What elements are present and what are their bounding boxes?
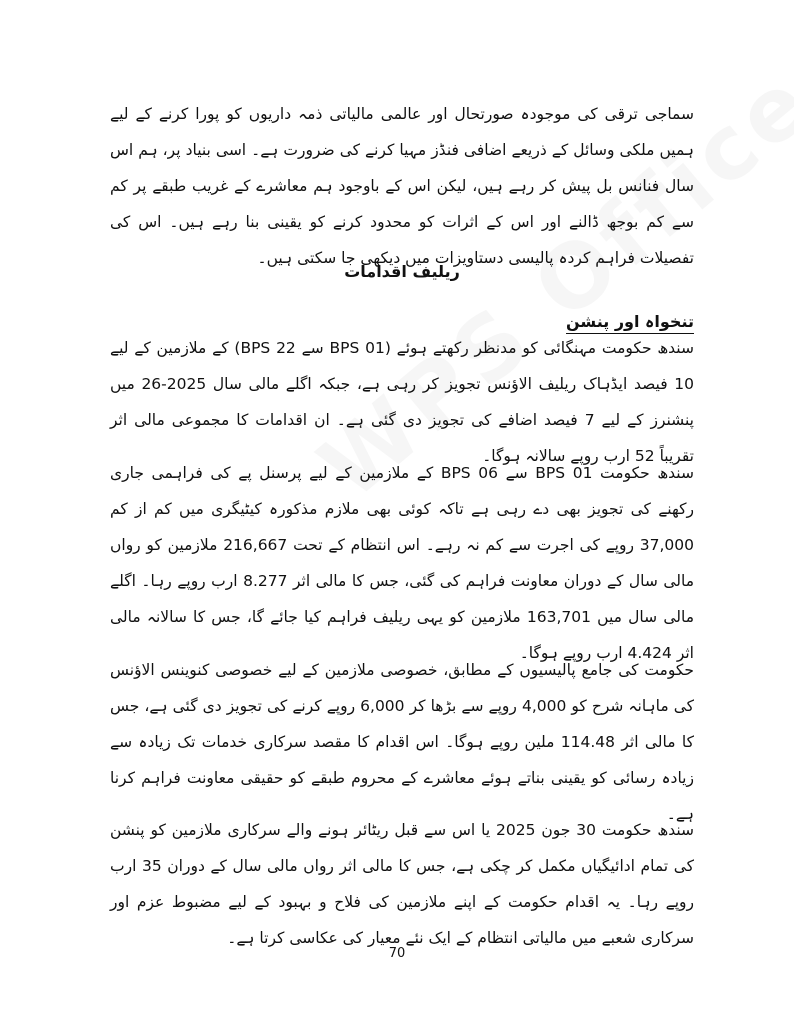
paragraph-special-allowance: حکومت کی جامع پالیسیوں کے مطابق، خصوصی ملازمین کے لیے خصوصی کنوینس الاؤنس کی ماہانہ شرح کو 4,000 روپے سے بڑھا کر 6,000 روپے کرنے کی تجویز دی گئی ہے، جس کا مالی اثر 114.48 ملین روپے ہوگا۔ اس اقدام کا مقصد سرکاری خدمات تک زیادہ سے زیادہ رسائی کو یقینی بناتے ہوئے معاشرے کے محروم طبقے کو حقیقی معاونت فراہم کرنا ہے۔ [110, 661, 695, 823]
paragraph-pension-payments: سندھ حکومت 30 جون 2025 یا اس سے قبل ریٹائر ہونے والے سرکاری ملازمین کو پنشن کی تمام ادائیگیاں مکمل کر چکی ہے، جس کا مالی اثر رواں مالی سال کے دوران 35 ارب روپے رہا۔ یہ اقدام حکومت کے اپنے ملازمین کی فلاح و بہبود کے لیے مضبوط عزم اور سرکاری شعبے میں مالیاتی انتظام کے ایک نئے معیار کی عکاسی کرتا ہے۔ [110, 821, 694, 947]
heading-salary-pension: تنخواہ اور پنشن [566, 312, 694, 331]
paragraph-intro: سماجی ترقی کی موجودہ صورتحال اور عالمی مالیاتی ذمہ داریوں کو پورا کرنے کے لیے ہمیں ملکی وسائل کے ذریعے اضافی فنڈز مہیا کرنے کی ضرورت ہے۔ اسی بنیاد پر، ہم اس سال فنانس بل پیش کر رہے ہیں، لیکن اس کے باوجود ہم معاشرے کے غریب طبقے پر کم سے کم بوجھ ڈالنے اور اس کے اثرات کو محدود کرنے کو یقینی بنا رہے ہیں۔ اس کی تفصیلات فراہم کردہ پالیسی دستاویزات میں دیکھی جا سکتی ہیں۔ [110, 105, 694, 267]
paragraph-salary-relief: سندھ حکومت مہنگائی کو مدنظر رکھتے ہوئے (BPS 01 سے BPS 22) کے ملازمین کے لیے 10 فیصد ایڈہاک ریلیف الاؤنس تجویز کر رہی ہے، جبکہ اگلے مالی سال 2025-26 میں پنشنرز کے لیے 7 فیصد اضافے کی تجویز دی گئی ہے۔ ان اقدامات کا مجموعی مالی اثر تقریباً 52 ارب روپے سالانہ ہوگا۔ [110, 339, 694, 465]
paragraph-personal-pay: سندھ حکومت BPS 01 سے BPS 06 کے ملازمین کے لیے پرسنل پے کی فراہمی جاری رکھنے کی تجویز بھی دے رہی ہے تاکہ کوئی بھی ملازم مذکورہ کیٹیگری میں کم از کم 37,000 روپے کی اجرت سے کم نہ رہے۔ اس انتظام کے تحت 216,667 ملازمین کو رواں مالی سال کے دوران معاونت فراہم کی گئی، جس کا مالی اثر 8.277 ارب روپے رہا۔ اگلے مالی سال میں 163,701 ملازمین کو یہی ریلیف فراہم کیا جائے گا، جس کا سالانہ مالی اثر 4.424 ارب روپے ہوگا۔ [110, 464, 694, 662]
heading-relief-measures: ریلیف اقدامات [344, 262, 460, 281]
page-number: 70 [388, 946, 406, 961]
